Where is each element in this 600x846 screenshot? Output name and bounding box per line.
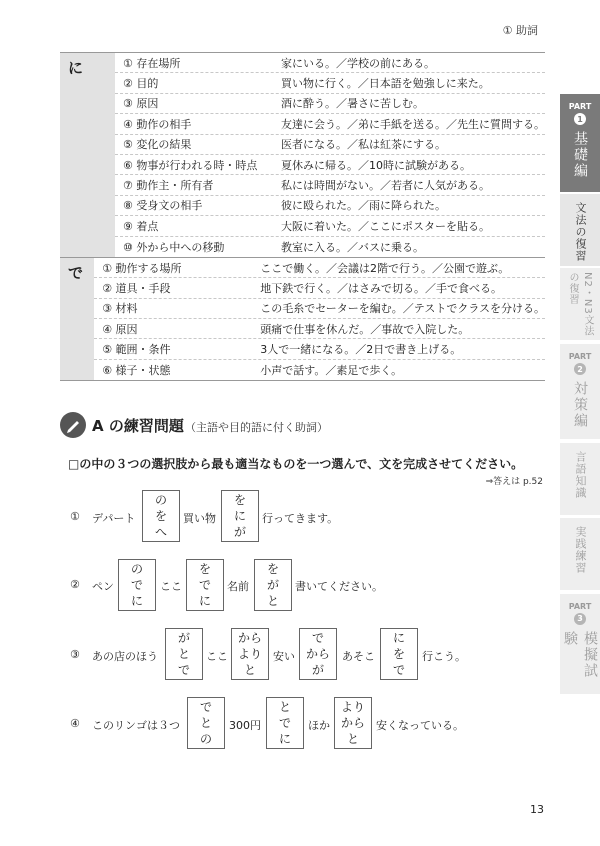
choice-option[interactable]: で — [311, 631, 324, 645]
choice-box[interactable] — [186, 559, 224, 611]
tab-part2-strategy[interactable] — [560, 344, 600, 439]
choice-box[interactable] — [254, 559, 292, 611]
question-text: 名前 — [227, 580, 249, 593]
table-row — [94, 319, 545, 339]
usage-label: ⑧ 受身文の相手 — [123, 199, 203, 213]
choice-option[interactable]: で — [198, 578, 211, 592]
table-row — [115, 94, 545, 114]
question-text: 安くなっている。 — [376, 719, 464, 732]
section-header: ① 助詞 — [502, 24, 538, 37]
choice-option[interactable]: を — [198, 562, 211, 576]
choice-option[interactable]: を — [154, 509, 167, 523]
choice-option[interactable]: から — [305, 647, 330, 661]
tab-title: 実践練習 — [574, 526, 587, 574]
choice-option[interactable]: に — [233, 509, 246, 523]
tab-title: 模擬試験 — [562, 630, 598, 679]
question-text: 書いてください。 — [295, 580, 383, 593]
usage-label: ④ 動作の相手 — [123, 117, 192, 131]
question-text: ここ — [160, 580, 182, 593]
choice-option[interactable]: で — [392, 663, 405, 677]
page-number: 13 — [530, 803, 544, 816]
question-text: あの店のほう — [92, 650, 158, 663]
choice-option[interactable]: と — [278, 700, 291, 714]
choice-option[interactable]: が — [311, 663, 324, 677]
choice-box[interactable] — [118, 559, 156, 611]
usage-label: ③ 材料 — [102, 302, 138, 316]
part-number-badge: 2 — [574, 363, 586, 375]
question-text: ここ — [206, 650, 228, 663]
tab-title: 文法の復習 — [574, 202, 587, 262]
question-number: ③ — [70, 648, 80, 661]
choice-option[interactable]: へ — [154, 525, 167, 539]
choice-option[interactable]: より — [237, 647, 262, 661]
usage-example: 友達に会う。／弟に手紙を送る。／先生に質問する。 — [281, 117, 545, 131]
choice-box[interactable] — [165, 628, 203, 680]
part-label: PART — [568, 602, 592, 611]
choice-option[interactable]: と — [266, 594, 279, 608]
grammar-section-de — [60, 258, 545, 381]
usage-label: ⑤ 変化の結果 — [123, 138, 192, 152]
choice-option[interactable]: に — [198, 594, 211, 608]
choice-option[interactable]: で — [177, 663, 190, 677]
choice-option[interactable]: で — [130, 578, 143, 592]
question-text: このリンゴは３つ — [92, 719, 180, 732]
choice-box[interactable] — [221, 490, 259, 542]
choice-option[interactable]: に — [278, 732, 291, 746]
choice-option[interactable]: の — [130, 562, 143, 576]
grammar-section-ni — [60, 53, 545, 258]
tab-title: 対策編 — [572, 381, 588, 429]
tab-part1-basics[interactable] — [560, 94, 600, 192]
choice-option[interactable]: と — [177, 647, 190, 661]
table-row — [115, 155, 545, 175]
usage-example: ここで働く。／会議は2階で行う。／公園で遊ぶ。 — [260, 261, 510, 275]
table-row — [115, 216, 545, 236]
practice-title: A の練習問題 — [92, 417, 184, 435]
usage-example: 医者になる。／私は紅茶にする。 — [281, 138, 446, 152]
usage-example: 3人で一緒になる。／2日で書き上げる。 — [260, 343, 462, 357]
choice-option[interactable]: で — [199, 700, 212, 714]
tab-part3-mock-exam[interactable] — [560, 594, 600, 694]
usage-example: 買い物に行く。／日本語を勉強しに来た。 — [281, 77, 490, 91]
usage-label: ⑥ 様子・状態 — [102, 364, 171, 378]
question-number: ② — [70, 578, 80, 591]
choice-option[interactable]: より — [340, 700, 365, 714]
usage-example: 酒に酔う。／暑さに苦しむ。 — [281, 97, 424, 111]
question-text: デパート — [92, 512, 136, 525]
choice-option[interactable]: と — [243, 663, 256, 677]
question-text: 行こう。 — [422, 650, 466, 663]
choice-option[interactable]: を — [392, 647, 405, 661]
choice-option[interactable]: に — [130, 594, 143, 608]
choice-option[interactable]: から — [237, 631, 262, 645]
usage-label: ⑤ 範囲・条件 — [102, 343, 171, 357]
usage-label: ⑥ 物事が行われる時・時点 — [123, 158, 258, 172]
table-row — [94, 278, 545, 298]
usage-label: ② 目的 — [123, 77, 159, 91]
choice-option[interactable]: から — [340, 716, 365, 730]
part-number-badge: 3 — [574, 613, 586, 625]
usage-example: この毛糸でセーターを編む。／テストでクラスを分ける。 — [260, 302, 545, 316]
table-row — [94, 299, 545, 319]
usage-example: 私には時間がない。／若者に人気がある。 — [281, 179, 490, 193]
choice-box[interactable] — [299, 628, 337, 680]
tab-n2n3-review[interactable] — [560, 268, 600, 340]
usage-label: ④ 原因 — [102, 322, 138, 336]
table-row — [115, 135, 545, 155]
choice-option[interactable]: と — [346, 732, 359, 746]
particle-label: に — [60, 53, 115, 257]
practice-subtitle: （主語や目的語に付く助詞） — [185, 421, 328, 434]
table-row — [94, 258, 545, 278]
answer-reference: ⇒答えは p.52 — [485, 477, 543, 487]
choice-box[interactable] — [380, 628, 418, 680]
question-text: あそこ — [342, 650, 375, 663]
part-number-badge: 1 — [574, 113, 586, 125]
tab-title: N2・N3文法の復習 — [567, 272, 593, 337]
table-row — [115, 175, 545, 195]
choice-option[interactable]: を — [233, 493, 246, 507]
usage-example: 地下鉄で行く。／はさみで切る。／手で食べる。 — [260, 281, 502, 295]
question-text: ペン — [92, 580, 114, 593]
table-row — [94, 360, 545, 380]
question-number: ① — [70, 510, 80, 523]
choice-option[interactable]: に — [392, 631, 405, 645]
practice-instruction: □の中の３つの選択肢から最も適当なものを一つ選んで、文を完成させてください。 — [68, 457, 524, 471]
choice-option[interactable]: で — [278, 716, 291, 730]
table-row — [115, 196, 545, 216]
usage-example: 家にいる。／学校の前にある。 — [281, 56, 435, 70]
choice-option[interactable]: が — [177, 631, 190, 645]
tab-grammar-review[interactable] — [560, 194, 600, 266]
usage-label: ③ 原因 — [123, 97, 159, 111]
choice-option[interactable]: の — [199, 732, 212, 746]
usage-example: 小声で話す。／素足で歩く。 — [260, 364, 403, 378]
tab-title: 基礎編 — [572, 131, 588, 179]
particle-label: で — [60, 258, 94, 380]
usage-label: ① 動作する場所 — [102, 261, 182, 275]
usage-example: 彼に殴られた。／雨に降られた。 — [281, 199, 446, 213]
grammar-table — [60, 52, 545, 381]
question-text: 買い物 — [183, 512, 216, 525]
usage-label: ⑩ 外から中への移動 — [123, 240, 225, 254]
choice-box[interactable] — [334, 697, 372, 749]
usage-label: ⑦ 動作主・所有者 — [123, 179, 214, 193]
usage-label: ① 存在場所 — [123, 56, 181, 70]
choice-option[interactable]: の — [154, 493, 167, 507]
choice-box[interactable] — [142, 490, 180, 542]
tab-practice[interactable] — [560, 518, 600, 590]
usage-label: ⑨ 着点 — [123, 219, 159, 233]
choice-option[interactable]: を — [266, 562, 279, 576]
question-text: 行ってきます。 — [262, 512, 339, 525]
usage-example: 夏休みに帰る。／10時に試験がある。 — [281, 158, 471, 172]
table-row — [115, 73, 545, 93]
choice-option[interactable]: が — [266, 578, 279, 592]
question-text: 300円 — [229, 719, 261, 732]
table-row — [115, 53, 545, 73]
part-label: PART — [568, 102, 592, 111]
tab-title: 言語知識 — [574, 451, 587, 499]
choice-box[interactable] — [266, 697, 304, 749]
tab-language-knowledge[interactable] — [560, 443, 600, 515]
table-row — [115, 114, 545, 134]
usage-example: 教室に入る。／バスに乗る。 — [281, 240, 424, 254]
question-text: 安い — [273, 650, 295, 663]
choice-box[interactable] — [187, 697, 225, 749]
question-text: ほか — [308, 719, 330, 732]
choice-box[interactable] — [231, 628, 269, 680]
question-number: ④ — [70, 717, 80, 730]
choice-option[interactable]: が — [233, 525, 246, 539]
table-row — [94, 339, 545, 359]
table-row — [115, 237, 545, 257]
usage-example: 頭痛で仕事を休んだ。／事故で入院した。 — [260, 322, 470, 336]
usage-label: ② 道具・手段 — [102, 281, 171, 295]
part-label: PART — [568, 352, 592, 361]
choice-option[interactable]: と — [199, 716, 212, 730]
pencil-icon — [60, 412, 86, 438]
usage-example: 大阪に着いた。／ここにポスターを貼る。 — [281, 219, 490, 233]
